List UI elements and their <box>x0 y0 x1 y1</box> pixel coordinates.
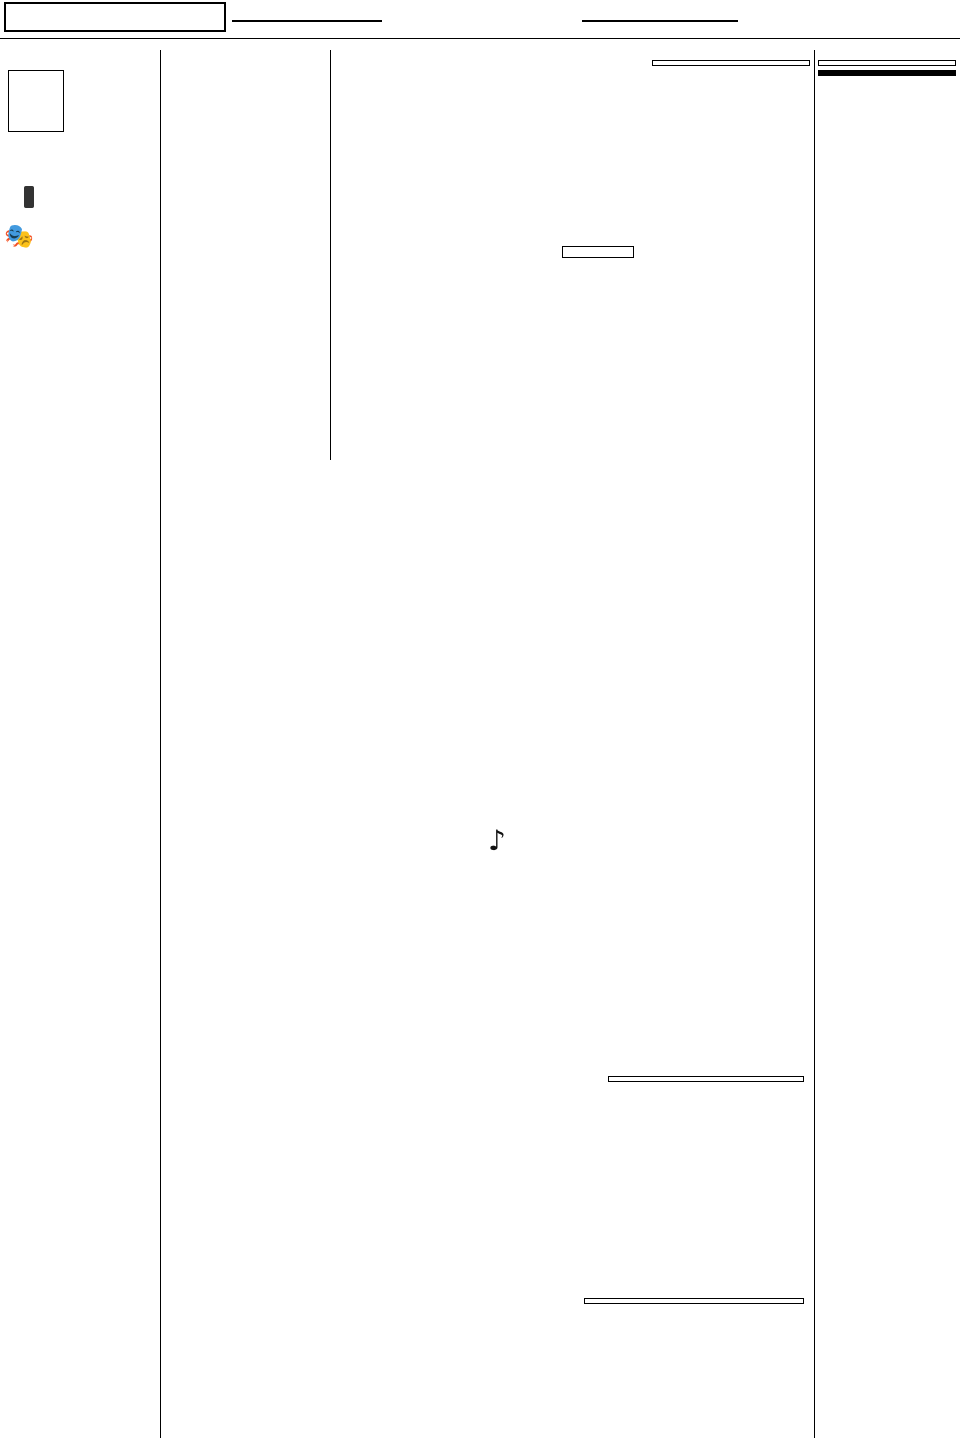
header-rule-left <box>232 20 382 22</box>
header-rule-right <box>582 20 738 22</box>
newspaper-logo <box>4 2 226 32</box>
radio-box <box>166 54 326 64</box>
horoszkop-title <box>818 60 956 66</box>
weather-title <box>652 60 810 66</box>
left-column <box>4 60 158 277</box>
small-logo <box>562 246 634 258</box>
music-note-icon: ♪ <box>488 824 506 857</box>
feketegyarmat-article <box>334 60 646 66</box>
horoszkop-box <box>818 60 956 76</box>
villany-article <box>490 550 810 556</box>
hangverseny-article <box>488 824 810 870</box>
szinhaz-header <box>4 222 158 251</box>
utitars-header <box>4 186 158 208</box>
tozsde-box <box>488 1076 810 1092</box>
mozi-article <box>488 986 810 1006</box>
delnyugat-article <box>166 648 482 656</box>
theatre-masks-icon: 🎭 <box>4 222 34 250</box>
naptar-box <box>4 60 158 180</box>
column-rule-2 <box>330 50 331 460</box>
weather-box <box>652 60 810 66</box>
header-bottom-rule <box>0 38 960 39</box>
candle-icon <box>24 186 34 208</box>
horoszkop-footer <box>818 70 956 76</box>
tozsde-title <box>608 1076 804 1082</box>
column-rule-3 <box>814 50 815 1438</box>
szereplo-article <box>166 460 484 466</box>
column-rule-1 <box>160 50 161 1438</box>
valuta-title <box>584 1298 804 1304</box>
calendar-date <box>8 70 64 132</box>
hamis-article <box>334 260 646 264</box>
valuta-box <box>488 1298 810 1310</box>
